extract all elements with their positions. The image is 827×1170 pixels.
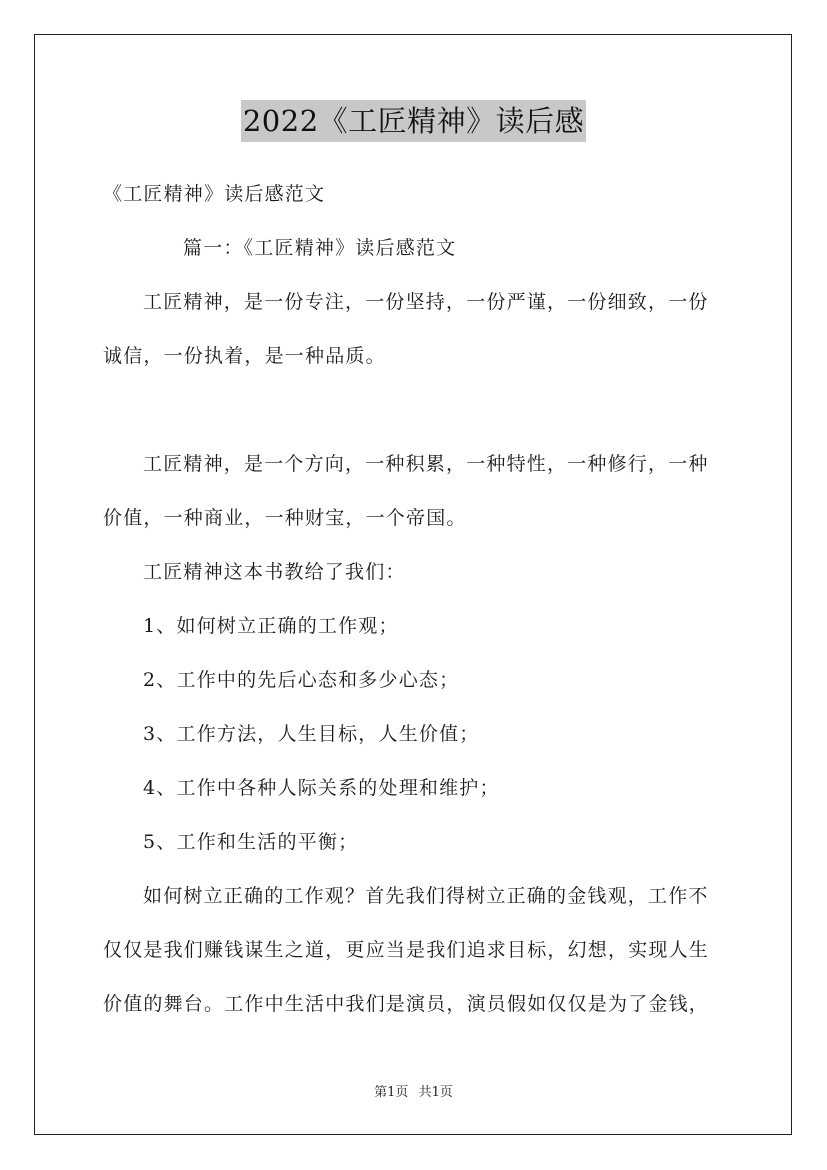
paragraph-3-line-1: 工匠精神这本书教给了我们： — [143, 561, 406, 583]
list-item-5: 5、工作和生活的平衡； — [143, 831, 359, 853]
page-footer — [0, 1085, 827, 1101]
list-item-2: 2、工作中的先后心态和多少心态； — [143, 669, 460, 691]
section-heading: 篇一：《工匠精神》读后感范文 — [183, 237, 457, 259]
paragraph-1-line-2: 诚信，一份执着，是一种品质。 — [103, 345, 386, 367]
page-number: 第1页 — [374, 1085, 409, 1100]
page-total: 共1页 — [418, 1085, 453, 1100]
title-container — [0, 100, 827, 142]
paragraph-2-line-1: 工匠精神，是一个方向，一种积累，一种特性，一种修行，一种 — [143, 453, 709, 475]
list-item-1: 1、如何树立正确的工作观； — [143, 615, 399, 637]
paragraph-1-line-1: 工匠精神，是一份专注，一份坚持，一份严谨，一份细致，一份 — [143, 291, 709, 313]
document-subtitle: 《工匠精神》读后感范文 — [103, 183, 326, 205]
list-item-4: 4、工作中各种人际关系的处理和维护； — [143, 777, 500, 799]
document-title: 2022《工匠精神》读后感 — [241, 100, 586, 142]
paragraph-2-line-2: 价值，一种商业，一种财宝，一个帝国。 — [103, 507, 467, 529]
paragraph-9-line-1: 如何树立正确的工作观？首先我们得树立正确的金钱观，工作不 — [143, 885, 709, 907]
list-item-3: 3、工作方法，人生目标，人生价值； — [143, 723, 480, 745]
paragraph-9-line-2: 仅仅是我们赚钱谋生之道，更应当是我们追求目标，幻想，实现人生 — [103, 939, 710, 961]
paragraph-9-line-3: 价值的舞台。工作中生活中我们是演员，演员假如仅仅是为了金钱， — [103, 993, 710, 1015]
